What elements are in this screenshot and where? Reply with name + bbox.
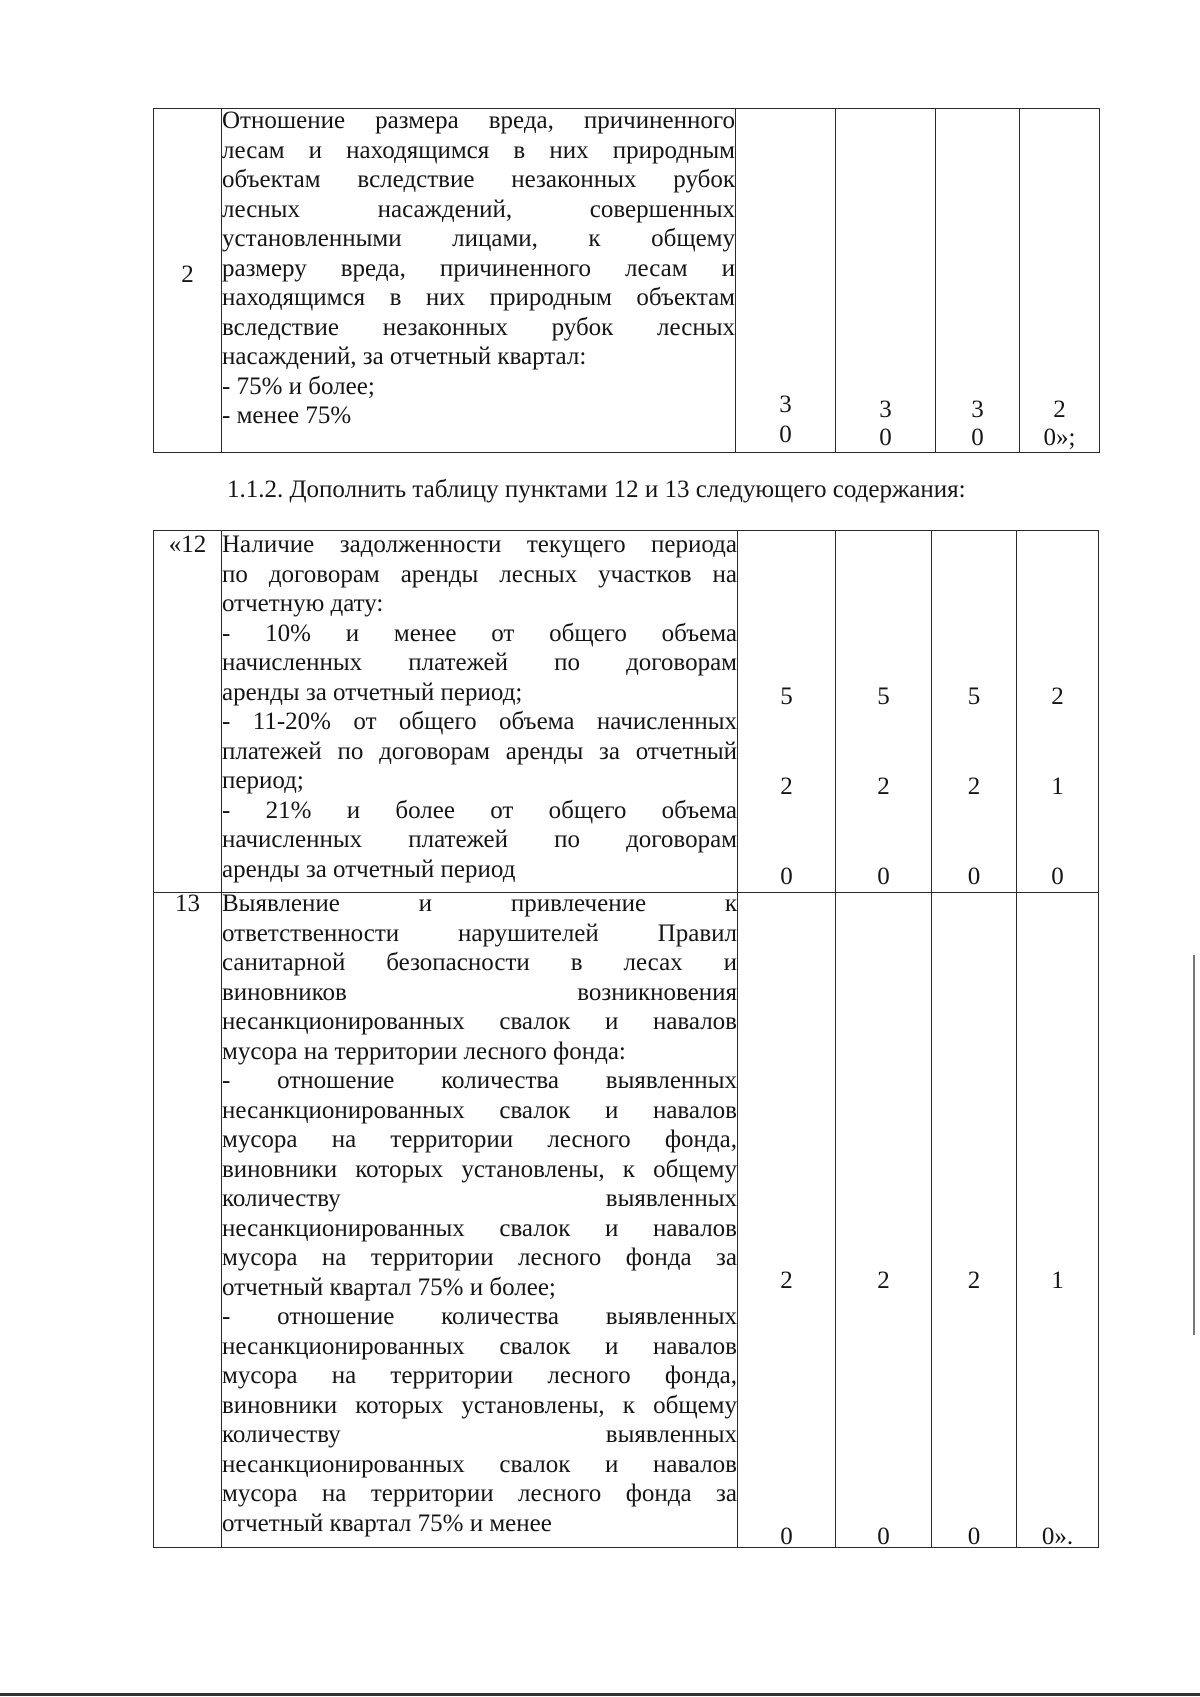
- value-cell-3: [936, 109, 1020, 453]
- description-line: несанкционированных свалок и навалов: [222, 1096, 737, 1124]
- description-cell: [222, 109, 736, 453]
- description-line: несанкционированных свалок и навалов: [222, 1332, 737, 1360]
- description-line: лесам и находящимся в них природным: [222, 136, 735, 164]
- description-line: лесных насаждений, совершенных: [222, 195, 735, 223]
- description-line: - 11-20% от общего объема начисленных: [222, 708, 737, 735]
- description-line: отчетную дату:: [222, 590, 384, 617]
- value-digit: 0: [877, 863, 890, 890]
- value-digit: 2: [877, 773, 890, 800]
- value-digit: 0: [877, 1523, 890, 1550]
- description-line: мусора на территории лесного фонда,: [222, 1362, 737, 1389]
- description-line: количеству выявленных: [222, 1421, 737, 1448]
- scan-edge-mark: [1193, 955, 1195, 1335]
- description-text: [222, 889, 737, 1538]
- value-digit: 0: [967, 863, 981, 890]
- description-line: находящимся в них природным объектам: [222, 284, 735, 311]
- description-line: начисленных платежей по договорам: [222, 826, 737, 853]
- value-digit: 1: [1051, 773, 1064, 800]
- value-cell-4: [1017, 893, 1099, 1548]
- value-digit: 3: [971, 396, 984, 423]
- value-digit: 2: [967, 773, 981, 800]
- description-line: несанкционированных свалок и навалов: [222, 1450, 737, 1478]
- value-cell-3: [932, 531, 1017, 893]
- scan-bottom-edge: [0, 1693, 1200, 1696]
- description-line: установленными лицами, к общему: [222, 225, 735, 252]
- description-line: несанкционированных свалок и навалов: [222, 1214, 737, 1242]
- value-digit: 2: [1053, 396, 1066, 423]
- value-digit: 5: [967, 683, 981, 710]
- description-line: виновники которых установлены, к общему: [222, 1391, 737, 1419]
- table-rows-12-13: [153, 530, 1099, 1548]
- value-cell-2: [836, 109, 936, 453]
- description-line: объектам вследствие незаконных рубок: [222, 166, 735, 193]
- value-digit: 2: [877, 1267, 890, 1294]
- value-digit: 2: [780, 773, 793, 800]
- description-cell: [222, 531, 738, 893]
- description-line: аренды за отчетный период: [222, 855, 516, 883]
- description-line: Отношение размера вреда, причиненного: [222, 107, 735, 134]
- value-digit: 3: [779, 391, 792, 418]
- value-cell-1: [736, 109, 836, 453]
- value-digit: 5: [780, 683, 793, 710]
- value-cell-2: [836, 531, 932, 893]
- description-line: аренды за отчетный период;: [222, 678, 523, 706]
- value-digit: 0: [1051, 863, 1064, 890]
- row-number-cell: [154, 109, 222, 453]
- description-line: количеству выявленных: [222, 1185, 737, 1212]
- row-number-cell: [154, 890, 222, 1548]
- value-digit: 0: [967, 1523, 981, 1550]
- value-digit: 0».: [1041, 1523, 1074, 1550]
- description-line: - 21% и более от общего объема: [222, 796, 737, 824]
- description-line: отчетный квартал 75% и менее: [222, 1509, 552, 1537]
- description-line: ответственности нарушителей Правил: [222, 919, 737, 947]
- description-line: виновники которых установлены, к общему: [222, 1155, 737, 1183]
- row-number: «12: [168, 531, 207, 558]
- row-number: 13: [175, 890, 200, 917]
- description-line: начисленных платежей по договорам: [222, 649, 737, 676]
- description-line: мусора на территории лесного фонда:: [222, 1037, 626, 1065]
- table-row-2: [153, 108, 1100, 453]
- value-digit: 2: [1051, 683, 1064, 710]
- value-digit: 3: [879, 396, 892, 423]
- description-line: несанкционированных свалок и навалов: [222, 1008, 737, 1035]
- description-line: - 75% и более;: [222, 372, 375, 400]
- description-line: - отношение количества выявленных: [222, 1067, 737, 1094]
- value-cell-1: [738, 531, 836, 893]
- value-digit: 1: [1051, 1267, 1064, 1294]
- description-line: санитарной безопасности в лесах и: [222, 949, 737, 976]
- value-cell-2: [836, 893, 932, 1548]
- description-line: платежей по договорам аренды за отчетный: [222, 737, 737, 765]
- value-digit: 0»;: [1043, 424, 1076, 451]
- value-digit: 0: [879, 424, 892, 451]
- row-number-cell: [154, 531, 222, 893]
- description-line: мусора на территории лесного фонда,: [222, 1126, 737, 1153]
- description-line: Наличие задолженности текущего периода: [222, 531, 737, 558]
- value-digit: 2: [967, 1267, 981, 1294]
- description-line: виновников возникновения: [222, 978, 737, 1006]
- value-cell-1: [738, 893, 836, 1548]
- value-digit: 0: [780, 1523, 793, 1550]
- description-line: период;: [222, 767, 304, 794]
- description-line: Выявление и привлечение к: [222, 890, 737, 917]
- value-digit: 0: [779, 421, 792, 448]
- description-line: мусора на территории лесного фонда за: [222, 1244, 737, 1271]
- description-line: - менее 75%: [222, 402, 352, 429]
- description-text: [222, 106, 735, 431]
- instruction-paragraph: 1.1.2. Дополнить таблицу пунктами 12 и 13 следующего содержания:: [227, 476, 966, 503]
- value-cell-4: [1017, 531, 1099, 893]
- description-line: насаждений, за отчетный квартал:: [222, 343, 587, 370]
- description-text: [222, 530, 737, 884]
- description-line: вследствие незаконных рубок лесных: [222, 313, 735, 341]
- description-line: отчетный квартал 75% и более;: [222, 1273, 556, 1301]
- value-cell-3: [932, 893, 1017, 1548]
- description-cell: [222, 890, 738, 1548]
- description-line: - 10% и менее от общего объема: [222, 619, 737, 647]
- value-digit: 5: [877, 683, 890, 710]
- value-digit: 2: [780, 1267, 793, 1294]
- value-digit: 0: [780, 863, 793, 890]
- row-number: 2: [181, 261, 194, 288]
- description-line: мусора на территории лесного фонда за: [222, 1480, 737, 1507]
- description-line: по договорам аренды лесных участков на: [222, 560, 737, 588]
- value-cell-4: [1020, 109, 1100, 453]
- value-digit: 0: [971, 424, 984, 451]
- description-line: - отношение количества выявленных: [222, 1303, 737, 1330]
- description-line: размеру вреда, причиненного лесам и: [222, 254, 735, 282]
